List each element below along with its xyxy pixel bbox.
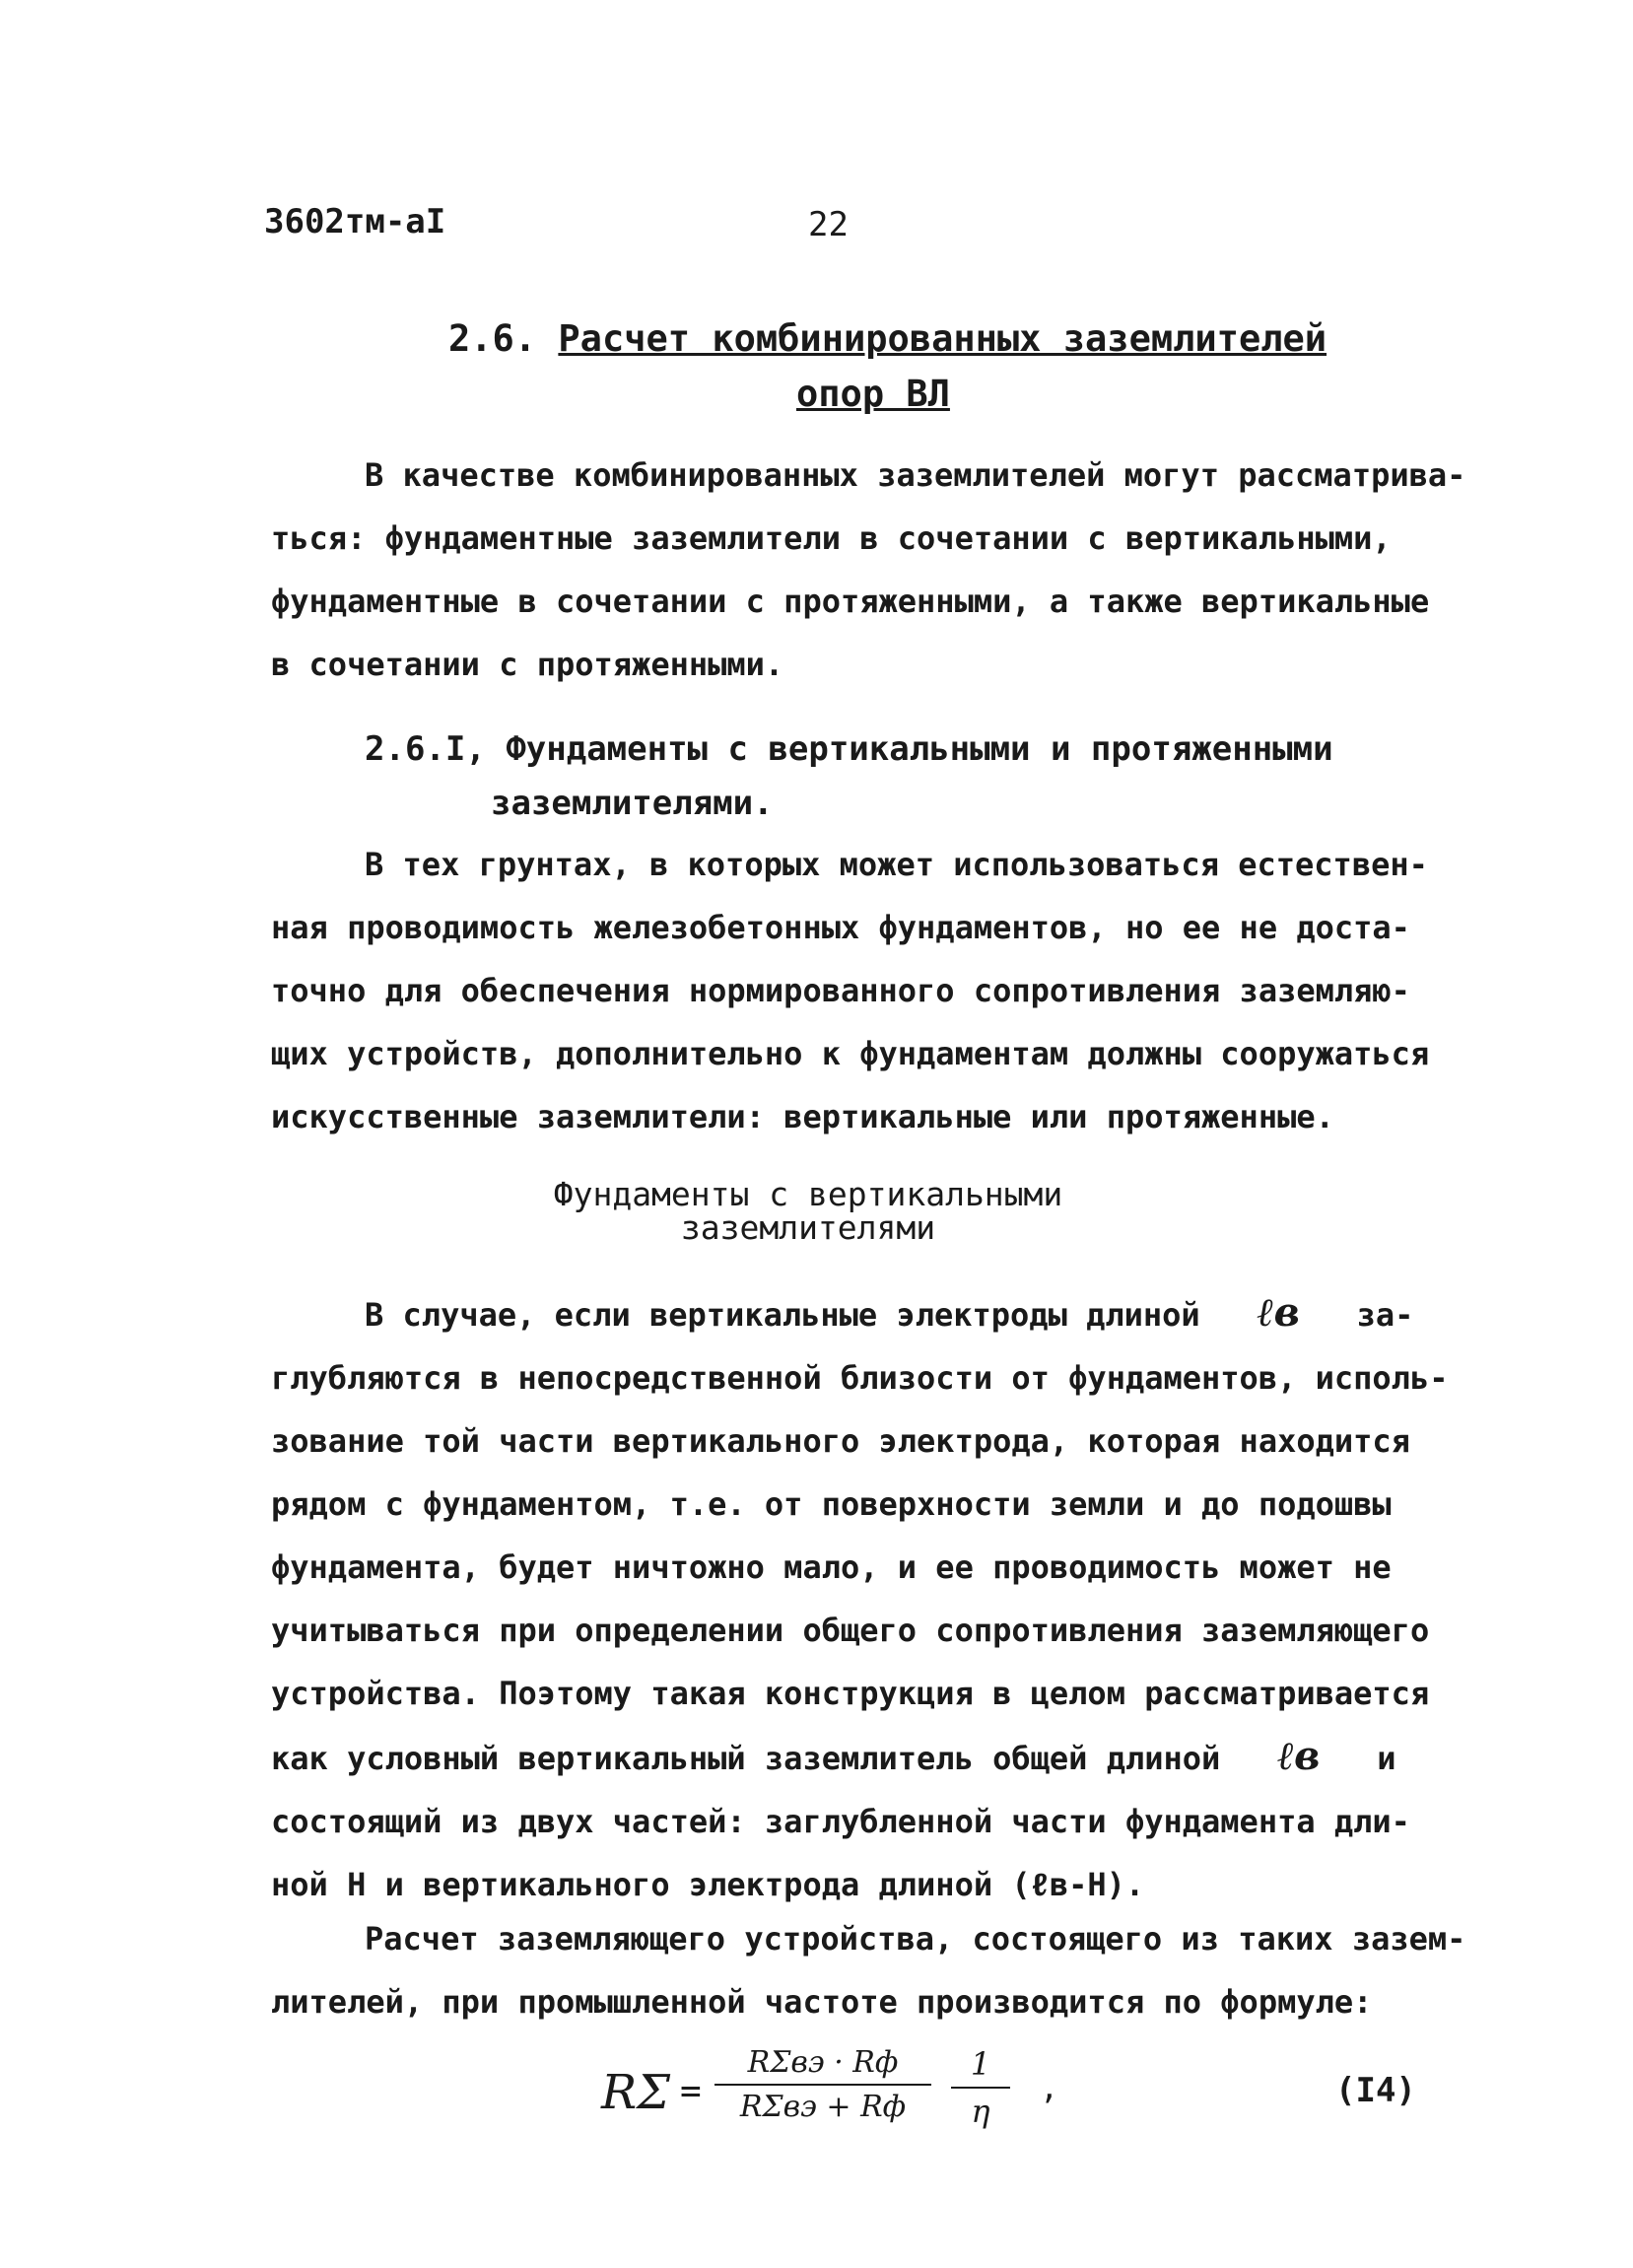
formula-numerator: RΣвэ · Rф (747, 2045, 899, 2080)
text-line: щих устройств, дополнительно к фундаментам должны сооружаться (271, 1035, 1430, 1072)
page-number: 22 (808, 205, 849, 244)
text-line: ной Н и вертикального электрода длиной (ℓв-Н). (271, 1866, 1145, 1903)
section-title-line2: опор ВЛ (796, 373, 950, 415)
subheading-line2: заземлителями (680, 1208, 936, 1247)
text-line: точно для обеспечения нормированного сопротивления заземляю- (271, 972, 1410, 1009)
text-line: состоящий из двух частей: заглубленной части фундамента дли- (271, 1803, 1410, 1840)
formula-fraction2-numerator: 1 (970, 2045, 991, 2083)
text-line: как условный вертикальный заземлитель общей длиной ℓв и (271, 1733, 1396, 1779)
section-title-line1: Расчет комбинированных заземлителей (558, 317, 1327, 360)
subsection-heading (365, 729, 1333, 769)
subsection-title-line2: заземлителями. (491, 784, 774, 823)
text-line: искусственные заземлители: вертикальные или протяженные. (271, 1098, 1334, 1135)
text-line: Расчет заземляющего устройства, состоящего из таких зазем- (365, 1920, 1466, 1958)
formula-lhs: RΣ (601, 2065, 671, 2120)
subsection-number: 2.6.I, (365, 729, 486, 769)
text-line: учитываться при определении общего сопротивления заземляющего (271, 1612, 1430, 1649)
text-line: рядом с фундаментом, т.е. от поверхности земли и до подошвы (271, 1485, 1392, 1523)
symbol-l-v: ℓв (1277, 1733, 1321, 1779)
formula-14 (601, 2045, 1488, 2154)
formula-number: (I4) (1335, 2071, 1416, 2110)
formula-fraction-2 (951, 2045, 1010, 2130)
subsection-title-line1: Фундаменты с вертикальными и протяженными (506, 729, 1333, 769)
paragraph-2 (271, 1281, 1454, 1916)
text-line: глубляются в непосредственной близости от фундаментов, исполь- (271, 1359, 1449, 1397)
subheading-line1: Фундаменты с вертикальными (553, 1175, 1063, 1213)
formula-fraction2-denominator: η (971, 2093, 990, 2130)
text-line: зование той части вертикального электрода, которая находится (271, 1422, 1410, 1460)
text-line: В качестве комбинированных заземлителей могут рассматрива- (365, 456, 1466, 494)
text-line: В случае, если вертикальные электроды длиной ℓв за- (365, 1289, 1414, 1336)
formula-equals: = (680, 2071, 702, 2111)
subheading (512, 1175, 1104, 1247)
paragraph-1 (271, 833, 1454, 1148)
fraction-bar (951, 2087, 1010, 2089)
document-code: 3602тм-аI (264, 202, 446, 241)
fraction-bar (714, 2084, 931, 2086)
text-line: ться: фундаментные заземлители в сочетании с вертикальными, (271, 519, 1392, 557)
text-line: ная проводимость железобетонных фундаментов, но ее не доста- (271, 909, 1410, 946)
section-number: 2.6. (448, 317, 537, 360)
formula-comma: , (1040, 2069, 1059, 2106)
paragraph-3 (271, 1907, 1466, 2033)
intro-paragraph (271, 444, 1466, 696)
text-line: устройства. Поэтому такая конструкция в целом рассматривается (271, 1675, 1430, 1712)
section-heading (448, 317, 1327, 360)
text-line: фундамента, будет ничтожно мало, и ее проводимость может не (271, 1548, 1392, 1586)
symbol-l-v: ℓв (1257, 1289, 1300, 1336)
text-line: фундаментные в сочетании с протяженными, а также вертикальные (271, 583, 1430, 620)
formula-denominator: RΣвэ + Rф (739, 2090, 907, 2124)
text-line: в сочетании с протяженными. (271, 646, 784, 683)
text-line: В тех грунтах, в которых может использоваться естествен- (365, 846, 1428, 883)
formula-fraction (714, 2045, 931, 2124)
text-line: лителей, при промышленной частоте производится по формуле: (271, 1983, 1373, 2021)
